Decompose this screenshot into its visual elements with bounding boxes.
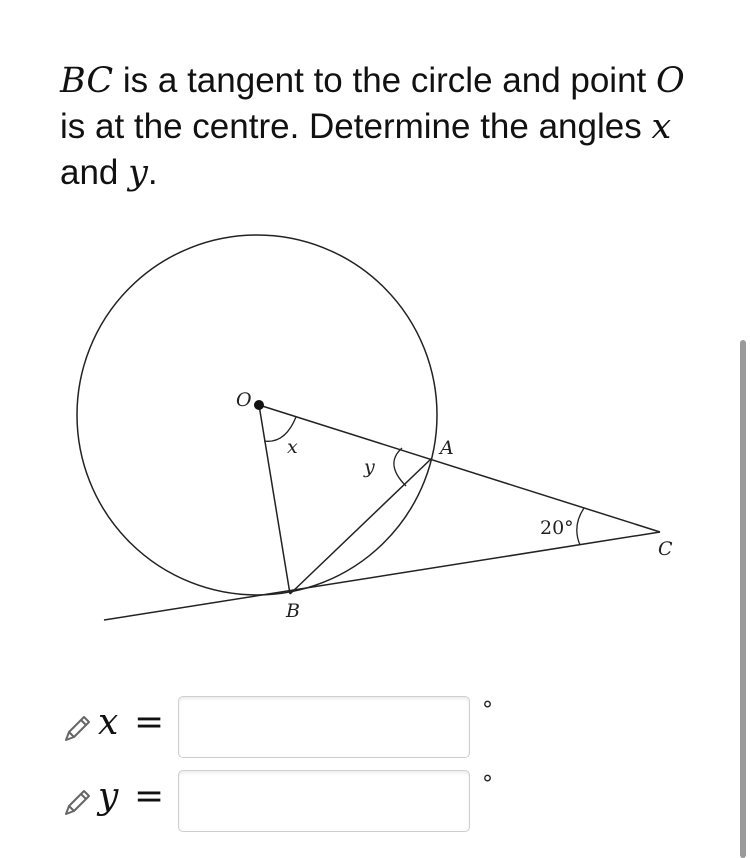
label-y: y	[364, 456, 375, 478]
degree-unit: °	[482, 698, 493, 723]
line-ab	[290, 458, 432, 594]
geometry-diagram	[0, 225, 750, 645]
label-c: C	[658, 538, 673, 560]
angle-c-arc	[577, 508, 584, 545]
center-point	[254, 400, 264, 410]
question-part: .	[147, 153, 158, 192]
math-y: y	[128, 153, 148, 193]
question-text	[60, 58, 700, 196]
label-b: B	[286, 600, 300, 622]
math-o: O	[656, 61, 685, 101]
angle-c-label: 20°	[540, 517, 574, 539]
answer-y-input[interactable]	[178, 770, 470, 832]
circle	[77, 235, 437, 595]
math-x: x	[651, 107, 672, 147]
equals-sign: =	[134, 776, 165, 817]
angle-y-arc	[394, 448, 406, 486]
variable-x-label: x	[98, 702, 119, 743]
label-a: A	[440, 437, 454, 459]
pencil-icon	[60, 710, 96, 746]
variable-y-label: y	[98, 776, 119, 817]
pencil-icon	[60, 784, 96, 820]
answer-x-input[interactable]	[178, 696, 470, 758]
label-x: x	[287, 436, 298, 458]
label-o: O	[236, 389, 252, 411]
line-oc	[259, 405, 660, 532]
degree-unit: °	[482, 772, 493, 797]
question-part: is a tangent to the circle and point	[113, 61, 656, 100]
question-part: and	[60, 153, 129, 192]
equals-sign: =	[134, 702, 165, 743]
question-part: is at the centre. Determine the angles	[60, 107, 652, 146]
math-bc: BC	[60, 61, 114, 101]
scrollbar[interactable]	[740, 340, 746, 858]
